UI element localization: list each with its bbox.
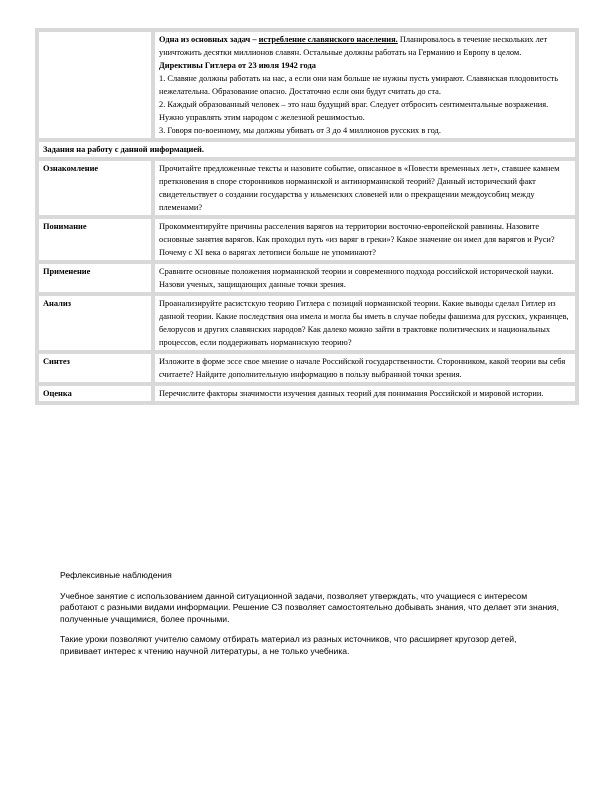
intro-lead: Одна из основных задач – [159,35,259,44]
table-row [37,217,577,262]
row-label: Анализ [37,294,153,352]
row-label: Оценка [37,384,153,403]
table-row [37,159,577,217]
notes-paragraph: Учебное занятие с использованием данной ситуационной задачи, позволяет утверждать, что учащиеся с интересом работают с разными видами информации. Решение СЗ позволяет самостоятельно добывать знания, что делает эти знания, полученные учащимися, более прочными. [60,590,560,624]
row-label: Ознакомление [37,159,153,217]
row-label: Применение [37,262,153,294]
lesson-table [35,28,579,405]
intro-row [37,30,577,140]
notes-paragraph: Такие уроки позволяют учителю самому отбирать материал из разных источников, что расширяет кругозор детей, прививает интерес к чтению научной литературы, а не только учебника. [60,634,517,656]
intro-empty-cell [37,30,153,140]
task-header: Задания на работу с данной информацией. [37,140,577,159]
row-label: Понимание [37,217,153,262]
table-row [37,352,577,384]
intro-rest: Планировалось в течение нескольких лет уничтожить десятки миллионов славян. Остальные должны работать на Германию и Европу в целом. [159,35,548,57]
directive-title: Директивы Гитлера от 23 июля 1942 года [159,61,316,70]
directive-point-3: 3. Говоря по-военному, мы должны убивать от 3 до 4 миллионов русских в год. [159,126,441,135]
row-text: Изложите в форме эссе свое мнение о начале Российской государственности. Сторонником, какой теории вы себя считаете? Найдите дополнительную информацию в пользу выбранной точки зрения. [153,352,577,384]
table-row [37,262,577,294]
task-header-row [37,140,577,159]
table-row [37,384,577,403]
row-text: Сравните основные положения норманнской теории и современного подхода российской исторической науки. Назови ученых, защищающих данные точки зрения. [153,262,577,294]
intro-emphasis: истребление славянского населения. [258,35,398,44]
directive-point-1: 1. Славяне должны работать на нас, а если они нам больше не нужны пусть умирают. Славянская плодовитость нежелательна. Образование опасно. Достаточно если они будут считать до ста. [159,74,559,96]
row-text: Проанализируйте расистскую теорию Гитлера с позиций норманнской теории. Какие выводы сделал Гитлер из данной теории. Какие последствия она имела и могла бы иметь в случае победы фашизма для русских, украинцев, белорусов и других славянских народов? Как далеко можно зайти в трактовке политических и национальных процессов, если поддерживать норманнскую теорию? [153,294,577,352]
row-text: Прочитайте предложенные тексты и назовите событие, описанное в «Повести временных лет», ставшее камнем преткновения в споре сторонников норманнской и антинорманнской теорий? Данный исторический факт свидетельствует о создании государства у ильменских словеней или о прекращении междоусобиц между племенами? [153,159,577,217]
row-label: Синтез [37,352,153,384]
table-row [37,294,577,352]
row-text: Перечислите факторы значимости изучения данных теорий для понимания Российской и мировой истории. [153,384,577,403]
notes-heading: Рефлексивные наблюдения [60,570,172,580]
intro-cell [153,30,577,140]
intro-paragraph [159,33,571,59]
reflection-notes [60,570,560,666]
directive-point-2: 2. Каждый образованный человек – это наш будущий враг. Следует отбросить сентиментальные возражения. Нужно управлять этим народом с железной решимостью. [159,100,549,122]
row-text: Прокомментируйте причины расселения варягов на территории восточно-европейской равнины. Назовите основные занятия варягов. Как проходил путь «из варяг в греки»? Какое значение он имел для варягов и Руси? Почему с XI века о варягах летописи больше не упоминают? [153,217,577,262]
